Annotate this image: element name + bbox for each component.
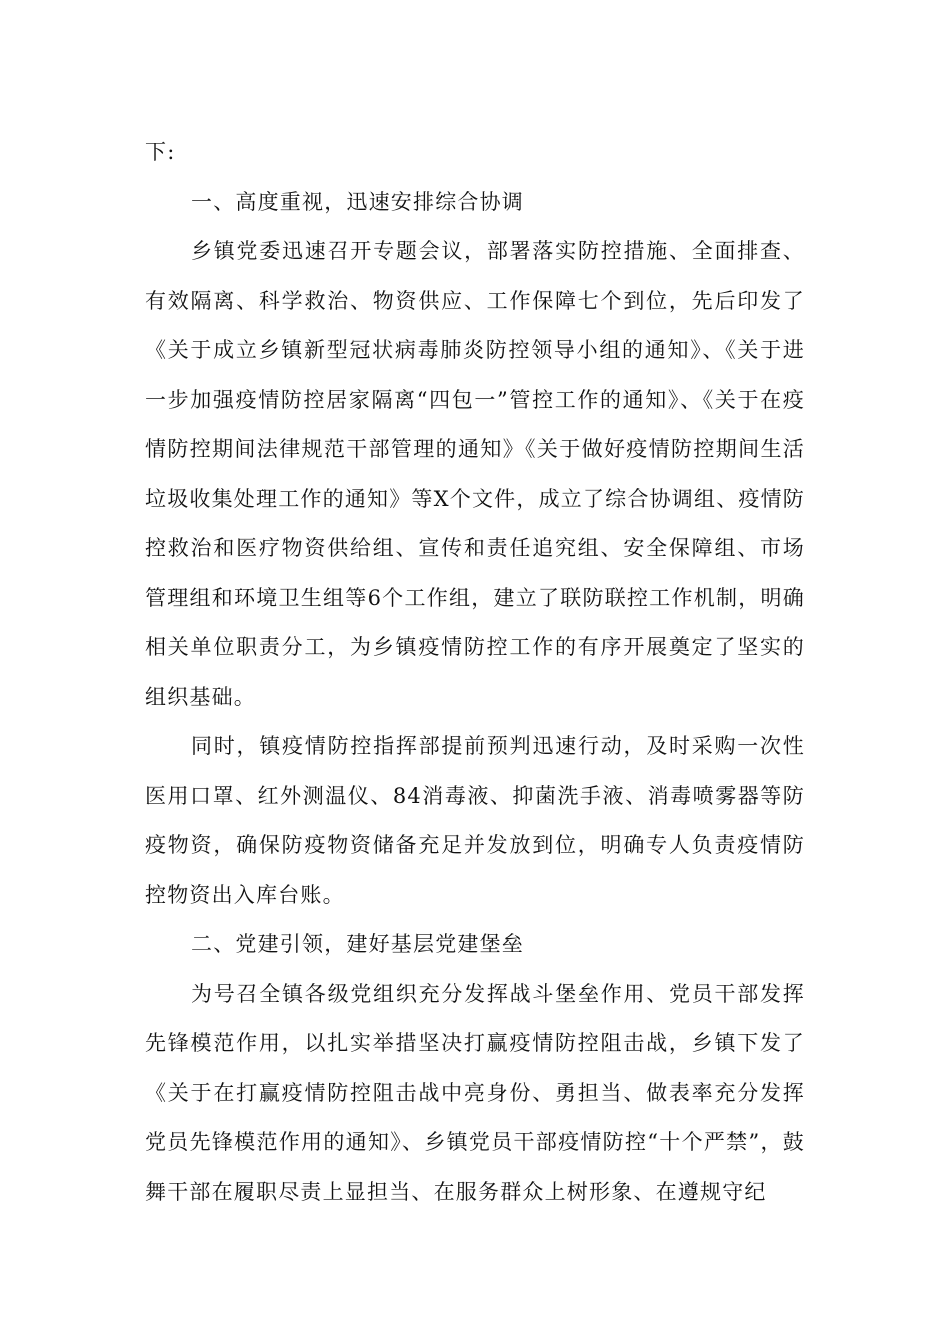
document-body xyxy=(145,128,805,1217)
paragraph-continuation: 下: xyxy=(145,140,176,164)
section-heading-2: 二、党建引领，建好基层党建堡垒 xyxy=(191,932,524,956)
paragraph-body-2: 同时，镇疫情防控指挥部提前预判迅速行动，及时采购一次性医用口罩、红外测温仪、84消毒液、抑菌洗手液、消毒喷雾器等防疫物资，确保防疫物资储备充足并发放到位，明确专人负责疫情防控物资出入库台账。 xyxy=(145,734,805,907)
section-heading-1: 一、高度重视，迅速安排综合协调 xyxy=(191,189,524,214)
paragraph-body-3: 为号召全镇各级党组织充分发挥战斗堡垒作用、党员干部发挥先锋模范作用，以扎实举措坚决打赢疫情防控阻击战，乡镇下发了《关于在打赢疫情防控阻击战中亮身份、勇担当、做表率充分发挥党员先锋模范作用的通知》、乡镇党员干部疫情防控“十个严禁”，鼓舞干部在履职尽责上显担当、在服务群众上树形象、在遵规守纪 xyxy=(145,981,805,1204)
paragraph-body-1: 乡镇党委迅速召开专题会议，部署落实防控措施、全面排查、有效隔离、科学救治、物资供应、工作保障七个到位，先后印发了《关于成立乡镇新型冠状病毒肺炎防控领导小组的通知》、《关于进一步加强疫情防控居家隔离“四包一”管控工作的通知》、《关于在疫情防控期间法律规范干部管理的通知》《关于做好疫情防控期间生活垃圾收集处理工作的通知》等X个文件，成立了综合协调组、疫情防控救治和医疗物资供给组、宣传和责任追究组、安全保障组、市场管理组和环境卫生组等6个工作组，建立了联防联控工作机制，明确相关单位职责分工，为乡镇疫情防控工作的有序开展奠定了坚实的组织基础。 xyxy=(145,239,805,709)
